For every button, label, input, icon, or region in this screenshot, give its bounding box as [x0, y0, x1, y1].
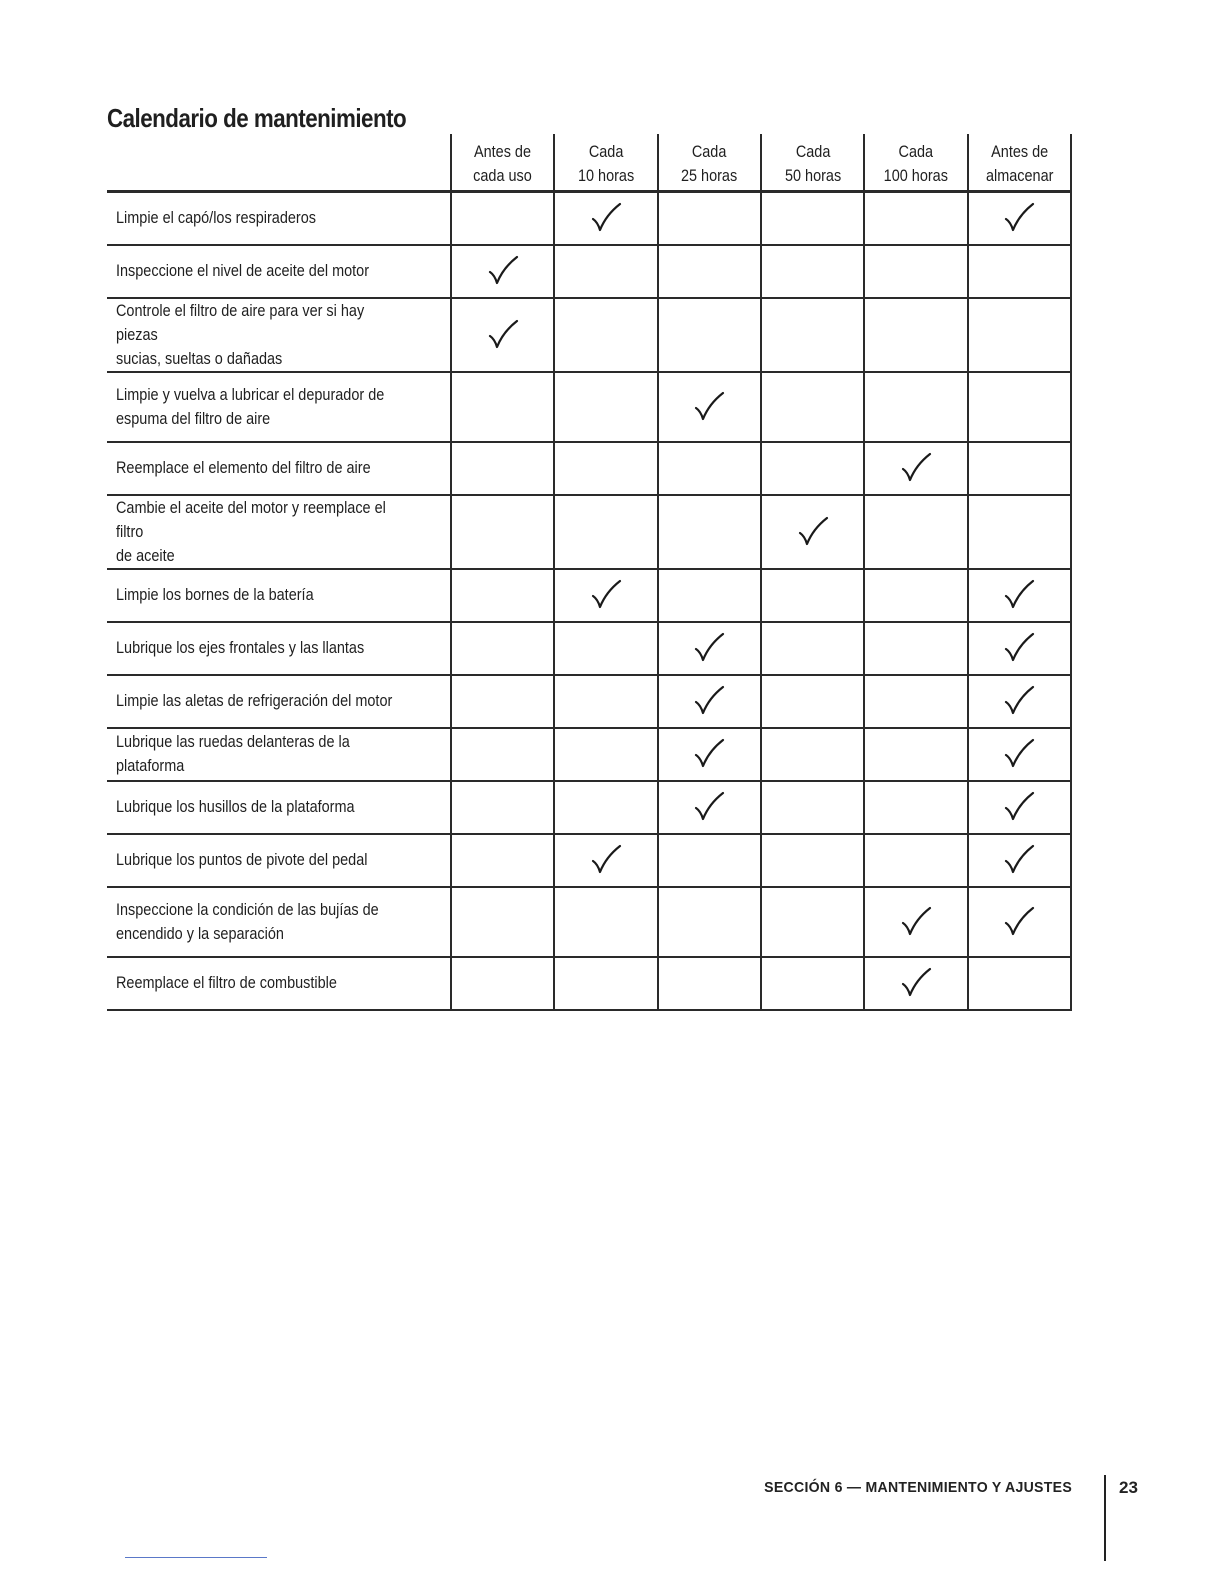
task-label: Limpie y vuelva a lubricar el depurador de espuma del filtro de aire	[116, 384, 385, 428]
interval-cell	[968, 622, 1071, 675]
task-label: Reemplace el elemento del filtro de aire	[116, 458, 371, 477]
task-cell	[107, 957, 451, 1010]
task-cell	[107, 245, 451, 298]
interval-cell	[658, 781, 761, 834]
check-icon	[693, 738, 725, 770]
interval-cell	[864, 887, 967, 957]
task-cell	[107, 192, 451, 245]
interval-cell	[554, 728, 657, 781]
task-label: Controle el filtro de aire para ver si hay piezas sucias, sueltas o dañadas	[116, 300, 365, 368]
interval-cell	[761, 192, 864, 245]
interval-cell	[968, 834, 1071, 887]
interval-cell	[451, 675, 554, 728]
interval-cell	[658, 245, 761, 298]
interval-cell	[968, 569, 1071, 622]
check-icon	[900, 906, 932, 938]
interval-cell	[451, 192, 554, 245]
interval-cell	[761, 298, 864, 372]
interval-cell	[451, 569, 554, 622]
interval-cell	[761, 675, 864, 728]
interval-cell	[968, 675, 1071, 728]
check-icon	[1003, 844, 1035, 876]
interval-cell	[554, 192, 657, 245]
interval-cell	[761, 622, 864, 675]
interval-cell	[658, 192, 761, 245]
check-icon	[487, 319, 519, 351]
interval-cell	[451, 957, 554, 1010]
interval-cell	[761, 781, 864, 834]
interval-cell	[658, 495, 761, 569]
interval-cell	[554, 245, 657, 298]
check-icon	[900, 967, 932, 999]
interval-cell	[761, 495, 864, 569]
interval-cell	[761, 834, 864, 887]
task-label: Inspeccione el nivel de aceite del motor	[116, 261, 370, 280]
interval-cell	[451, 442, 554, 495]
table-header-row	[107, 134, 1071, 192]
interval-cell	[864, 372, 967, 442]
interval-cell	[761, 569, 864, 622]
task-label: Lubrique los ejes frontales y las llantas	[116, 638, 365, 657]
check-icon	[590, 579, 622, 611]
table-row	[107, 675, 1071, 728]
interval-cell	[451, 298, 554, 372]
task-cell	[107, 834, 451, 887]
check-icon	[693, 791, 725, 823]
interval-cell	[658, 728, 761, 781]
page-number: 23	[1119, 1478, 1138, 1497]
table-row	[107, 622, 1071, 675]
interval-cell	[968, 442, 1071, 495]
interval-cell	[658, 372, 761, 442]
task-cell	[107, 675, 451, 728]
interval-cell	[658, 887, 761, 957]
task-label: Reemplace el filtro de combustible	[116, 973, 337, 992]
interval-cell	[864, 298, 967, 372]
interval-cell	[451, 781, 554, 834]
interval-cell	[554, 957, 657, 1010]
check-icon	[693, 391, 725, 423]
task-label: Inspeccione la condición de las bujías de encendido y la separación	[116, 899, 379, 943]
interval-cell	[658, 834, 761, 887]
interval-cell	[968, 192, 1071, 245]
check-icon	[1003, 738, 1035, 770]
interval-cell	[554, 834, 657, 887]
check-icon	[693, 685, 725, 717]
interval-cell	[451, 245, 554, 298]
task-label: Limpie las aletas de refrigeración del motor	[116, 691, 393, 710]
task-cell	[107, 569, 451, 622]
footer-divider	[1104, 1475, 1106, 1561]
interval-cell	[658, 298, 761, 372]
interval-cell	[761, 728, 864, 781]
interval-cell	[554, 569, 657, 622]
task-label: Lubrique los puntos de pivote del pedal	[116, 850, 368, 869]
interval-cell	[864, 245, 967, 298]
interval-cell	[554, 495, 657, 569]
check-icon	[590, 202, 622, 234]
maintenance-schedule-table	[107, 134, 1072, 1011]
check-icon	[1003, 791, 1035, 823]
footer-section-title: SECCIÓN 6 — MANTENIMIENTO Y AJUSTES	[764, 1479, 1072, 1496]
interval-cell	[554, 781, 657, 834]
task-cell	[107, 298, 451, 372]
table-row	[107, 192, 1071, 245]
task-label: Cambie el aceite del motor y reemplace el filtro de aceite	[116, 497, 386, 565]
interval-cell	[761, 372, 864, 442]
interval-cell	[968, 957, 1071, 1010]
interval-cell	[864, 192, 967, 245]
interval-cell	[968, 298, 1071, 372]
interval-cell	[658, 675, 761, 728]
task-cell	[107, 495, 451, 569]
interval-cell	[658, 569, 761, 622]
interval-cell	[864, 442, 967, 495]
interval-cell	[968, 495, 1071, 569]
bottom-rule	[125, 1557, 267, 1558]
interval-cell	[761, 957, 864, 1010]
task-cell	[107, 728, 451, 781]
task-label: Lubrique los husillos de la plataforma	[116, 797, 355, 816]
interval-cell	[658, 442, 761, 495]
page-title: Calendario de mantenimiento	[107, 103, 407, 133]
table-row	[107, 372, 1071, 442]
task-label: Limpie el capó/los respiraderos	[116, 208, 317, 228]
interval-cell	[451, 887, 554, 957]
interval-cell	[451, 495, 554, 569]
table-row	[107, 495, 1071, 569]
check-icon	[1003, 906, 1035, 938]
table-row	[107, 887, 1071, 957]
interval-cell	[761, 245, 864, 298]
check-icon	[590, 844, 622, 876]
table-row	[107, 442, 1071, 495]
check-icon	[797, 516, 829, 548]
check-icon	[1003, 202, 1035, 234]
column-header: Cada 10 horas	[554, 134, 657, 192]
interval-cell	[968, 245, 1071, 298]
column-header: Antes de almacenar	[968, 134, 1071, 192]
table-row	[107, 781, 1071, 834]
check-icon	[1003, 579, 1035, 611]
column-header: Antes de cada uso	[451, 134, 554, 192]
interval-cell	[761, 887, 864, 957]
task-cell	[107, 887, 451, 957]
interval-cell	[554, 298, 657, 372]
interval-cell	[658, 622, 761, 675]
interval-cell	[451, 622, 554, 675]
task-cell	[107, 781, 451, 834]
check-icon	[900, 452, 932, 484]
column-header: Cada 100 horas	[864, 134, 967, 192]
interval-cell	[864, 622, 967, 675]
task-cell	[107, 442, 451, 495]
table-row	[107, 569, 1071, 622]
check-icon	[1003, 685, 1035, 717]
interval-cell	[451, 834, 554, 887]
table-row	[107, 728, 1071, 781]
interval-cell	[554, 372, 657, 442]
check-icon	[1003, 632, 1035, 664]
task-label: Lubrique las ruedas delanteras de la plataforma	[116, 732, 350, 775]
interval-cell	[968, 887, 1071, 957]
interval-cell	[864, 957, 967, 1010]
interval-cell	[864, 834, 967, 887]
table-row	[107, 245, 1071, 298]
column-header: Cada 25 horas	[658, 134, 761, 192]
task-label: Limpie los bornes de la batería	[116, 585, 314, 604]
check-icon	[487, 255, 519, 287]
interval-cell	[864, 495, 967, 569]
interval-cell	[968, 728, 1071, 781]
table-row	[107, 957, 1071, 1010]
interval-cell	[451, 372, 554, 442]
task-cell	[107, 372, 451, 442]
interval-cell	[968, 781, 1071, 834]
interval-cell	[864, 781, 967, 834]
interval-cell	[968, 372, 1071, 442]
check-icon	[693, 632, 725, 664]
interval-cell	[864, 569, 967, 622]
interval-cell	[658, 957, 761, 1010]
interval-cell	[554, 675, 657, 728]
interval-cell	[554, 887, 657, 957]
table-row	[107, 834, 1071, 887]
column-header: Cada 50 horas	[761, 134, 864, 192]
interval-cell	[864, 728, 967, 781]
interval-cell	[554, 442, 657, 495]
interval-cell	[554, 622, 657, 675]
interval-cell	[761, 442, 864, 495]
interval-cell	[451, 728, 554, 781]
table-header-corner	[107, 134, 451, 192]
task-cell	[107, 622, 451, 675]
interval-cell	[864, 675, 967, 728]
table-row	[107, 298, 1071, 372]
